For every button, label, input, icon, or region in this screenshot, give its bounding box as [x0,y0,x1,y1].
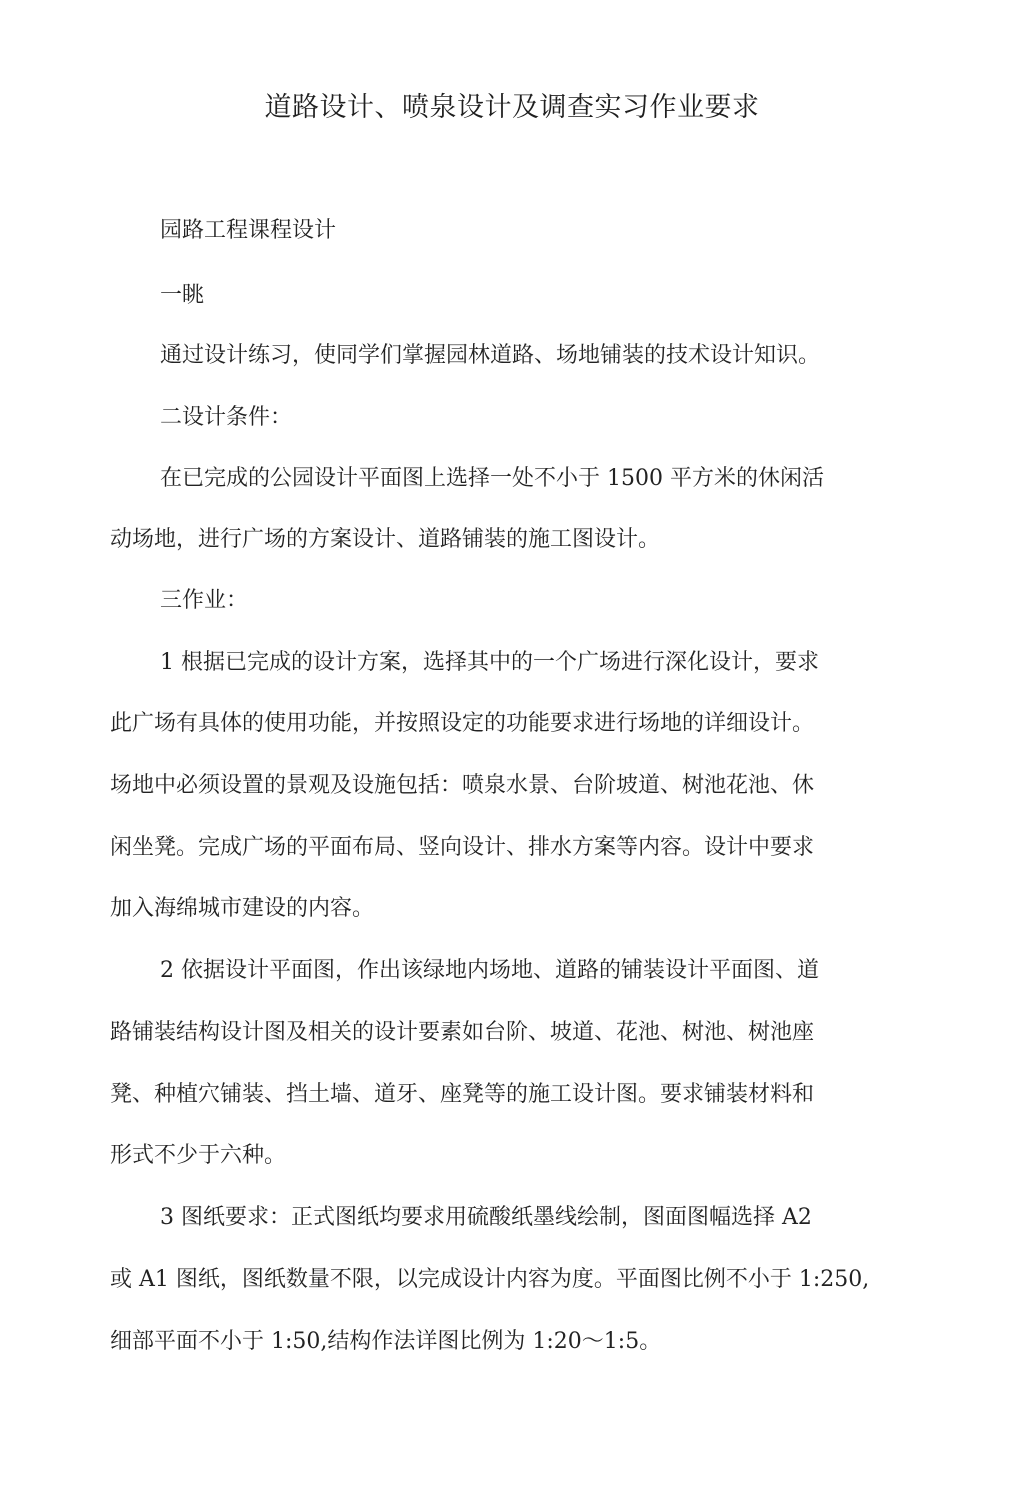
item-1-line: 此广场有具体的使用功能，并按照设定的功能要求进行场地的详细设计。 [110,711,815,736]
item-3-line: 3 图纸要求：正式图纸均要求用硫酸纸墨线绘制，图面图幅选择 A2 [160,1205,812,1230]
section-2-line: 动场地，进行广场的方案设计、道路铺装的施工图设计。 [110,527,661,552]
document-title: 道路设计、喷泉设计及调查实习作业要求 [264,92,760,123]
section-2-line: 在已完成的公园设计平面图上选择一处不小于 1500 平方米的休闲活 [160,466,824,491]
item-3-line: 细部平面不小于 1:50,结构作法详图比例为 1:20～1:5。 [110,1329,662,1354]
item-1-line: 场地中必须设置的景观及设施包括：喷泉水景、台阶坡道、树池花池、休 [110,773,815,798]
item-2-line: 2 依据设计平面图，作出该绿地内场地、道路的铺装设计平面图、道 [160,958,819,983]
section-1-line: 通过设计练习，使同学们掌握园林道路、场地铺装的技术设计知识。 [160,343,821,368]
course-subtitle: 园路工程课程设计 [160,218,337,243]
item-2-line: 路铺装结构设计图及相关的设计要素如台阶、坡道、花池、树池、树池座 [110,1020,815,1045]
section-1-heading: 一眺 [160,283,205,308]
item-2-line: 形式不少于六种。 [110,1143,287,1168]
item-1-line: 1 根据已完成的设计方案，选择其中的一个广场进行深化设计，要求 [160,650,819,675]
item-1-line: 闲坐凳。完成广场的平面布局、竖向设计、排水方案等内容。设计中要求 [110,835,815,860]
section-2-heading: 二设计条件： [160,405,293,430]
item-3-line: 或 A1 图纸，图纸数量不限，以完成设计内容为度。平面图比例不小于 1:250, [110,1267,870,1292]
item-1-line: 加入海绵城市建设的内容。 [110,896,375,921]
item-2-line: 凳、种植穴铺装、挡土墙、道牙、座凳等的施工设计图。要求铺装材料和 [110,1082,815,1107]
section-3-heading: 三作业： [160,588,249,613]
